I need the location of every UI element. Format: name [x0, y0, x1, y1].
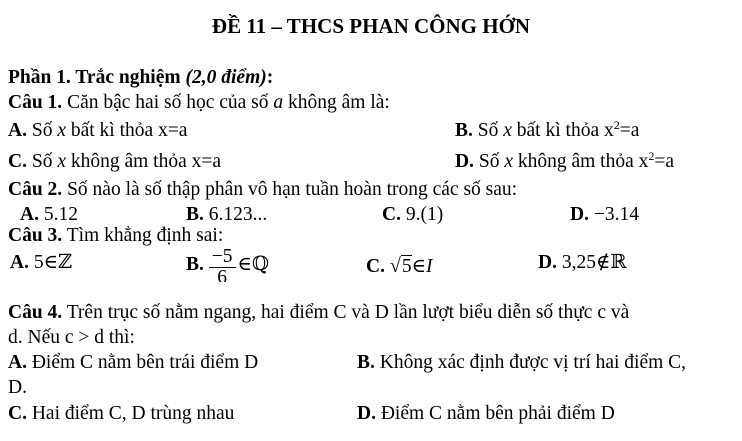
q1-option-b — [455, 118, 640, 141]
document-title: ĐỀ 11 – THCS PHAN CÔNG HỚN — [211, 14, 531, 38]
q2-c-label: C. — [382, 204, 401, 225]
q1-stem — [8, 93, 390, 113]
q3-number: Câu 3. — [8, 225, 63, 246]
q3-b-fraction — [209, 247, 236, 282]
q1-d-t2: không âm thỏa — [512, 151, 639, 172]
q1-b-base: x — [603, 120, 614, 141]
q3-text: Tìm khẳng định sai: — [62, 225, 224, 246]
q1-a-label: A. — [8, 120, 27, 141]
q3-option-d — [538, 253, 627, 273]
q3-b-numerator: −5 — [209, 247, 236, 268]
part1-points: (2,0 điểm) — [185, 67, 267, 88]
q3-c-label: C. — [366, 256, 385, 277]
q1-d-x: x — [504, 151, 513, 172]
q1-d-label: D. — [455, 151, 474, 172]
q2-c-value: 9.(1) — [400, 204, 444, 225]
q3-d-value: 3,25∉ℝ — [556, 252, 627, 273]
q1-option-d — [455, 149, 675, 172]
q3-option-a — [10, 253, 72, 273]
q1-b-rest: =a — [619, 120, 640, 141]
q4-stem-line2: d. Nếu c > d thì: — [8, 327, 135, 348]
q3-c-rest: ∈ — [411, 256, 427, 277]
q4-number: Câu 4. — [8, 302, 63, 323]
q1-option-c — [8, 152, 221, 172]
q2-b-value: 6.123... — [203, 204, 268, 225]
q1-b-t2: bất kì thỏa — [511, 120, 604, 141]
q3-c-radicand: 5 — [401, 256, 412, 277]
q1-a-t1: Số — [26, 120, 58, 141]
q1-b-exp: 2 — [613, 118, 620, 132]
q3-c-sqrt — [390, 256, 412, 277]
q2-option-b — [186, 205, 267, 225]
q1-a-x: x — [57, 120, 66, 141]
q1-c-label: C. — [8, 151, 27, 172]
q1-b-t1: Số — [472, 120, 504, 141]
q1-b-label: B. — [455, 120, 473, 141]
q4-option-c — [8, 404, 234, 424]
q4-line1: Trên trục số nằm ngang, hai điểm C và D lần lượt biểu diễn số thực c và — [62, 302, 630, 323]
q1-number: Câu 1. — [8, 92, 63, 113]
q2-stem — [8, 180, 517, 200]
q1-option-a — [8, 121, 187, 141]
q1-d-exp: 2 — [648, 149, 655, 163]
q2-option-d — [570, 205, 639, 225]
q3-b-label: B. — [186, 253, 204, 275]
q1-c-t2: không âm thỏa — [65, 151, 192, 172]
q4-option-a — [8, 353, 258, 373]
q1-c-expr: x=a — [191, 151, 222, 172]
q3-stem — [8, 226, 223, 246]
q4-a-text: Điểm C nằm bên trái điểm D — [26, 352, 259, 373]
q3-b-denominator: 6 — [217, 268, 228, 283]
part1-colon: : — [266, 67, 274, 88]
q4-option-d — [357, 404, 615, 424]
q2-number: Câu 2. — [8, 179, 63, 200]
q4-a-label: A. — [8, 352, 27, 373]
q1-a-expr: x=a — [158, 120, 188, 141]
q3-option-b — [186, 247, 269, 282]
q1-d-base: x — [638, 151, 649, 172]
q2-a-value: 5.12 — [38, 204, 78, 225]
part1-heading — [8, 68, 273, 88]
q2-option-a — [20, 205, 78, 225]
q2-a-label: A. — [20, 204, 39, 225]
q4-c-text: Hai điểm C, D trùng nhau — [26, 403, 235, 424]
q1-variable: a — [273, 92, 284, 113]
q2-text: Số nào là số thập phân vô hạn tuần hoàn trong các số sau: — [62, 179, 518, 200]
q1-b-x: x — [503, 120, 512, 141]
part1-label: Phần 1. Trắc nghiệm — [8, 67, 181, 88]
q1-text-post: không âm là: — [283, 92, 390, 113]
q3-d-label: D. — [538, 252, 557, 273]
q3-b-rest: ∈ℚ — [237, 253, 269, 275]
q1-a-t2: bất kì thỏa — [65, 120, 159, 141]
q4-d-label: D. — [357, 403, 376, 424]
sqrt-radical-icon: √ — [389, 255, 401, 277]
q2-option-c — [382, 205, 443, 225]
q1-d-t1: Số — [473, 151, 505, 172]
q3-a-label: A. — [10, 252, 29, 273]
q2-d-value: −3.14 — [588, 204, 639, 225]
q1-c-x: x — [57, 151, 66, 172]
q3-option-c — [366, 256, 433, 277]
q4-b-label: B. — [357, 352, 375, 373]
q4-option-b-continuation: D. — [8, 377, 27, 398]
q4-c-label: C. — [8, 403, 27, 424]
q4-stem-line1 — [8, 303, 629, 323]
q3-a-value: 5∈ℤ — [28, 252, 73, 273]
q3-c-set: I — [426, 256, 433, 277]
q1-c-t1: Số — [26, 151, 58, 172]
q2-b-label: B. — [186, 204, 204, 225]
q1-d-rest: =a — [654, 151, 675, 172]
q1-text-pre: Căn bậc hai số học của số — [62, 92, 274, 113]
q4-option-b — [357, 353, 686, 373]
q4-d-text: Điểm C nằm bên phải điểm D — [375, 403, 615, 424]
q2-d-label: D. — [570, 204, 589, 225]
q4-b-text: Không xác định được vị trí hai điểm C, — [374, 352, 687, 373]
